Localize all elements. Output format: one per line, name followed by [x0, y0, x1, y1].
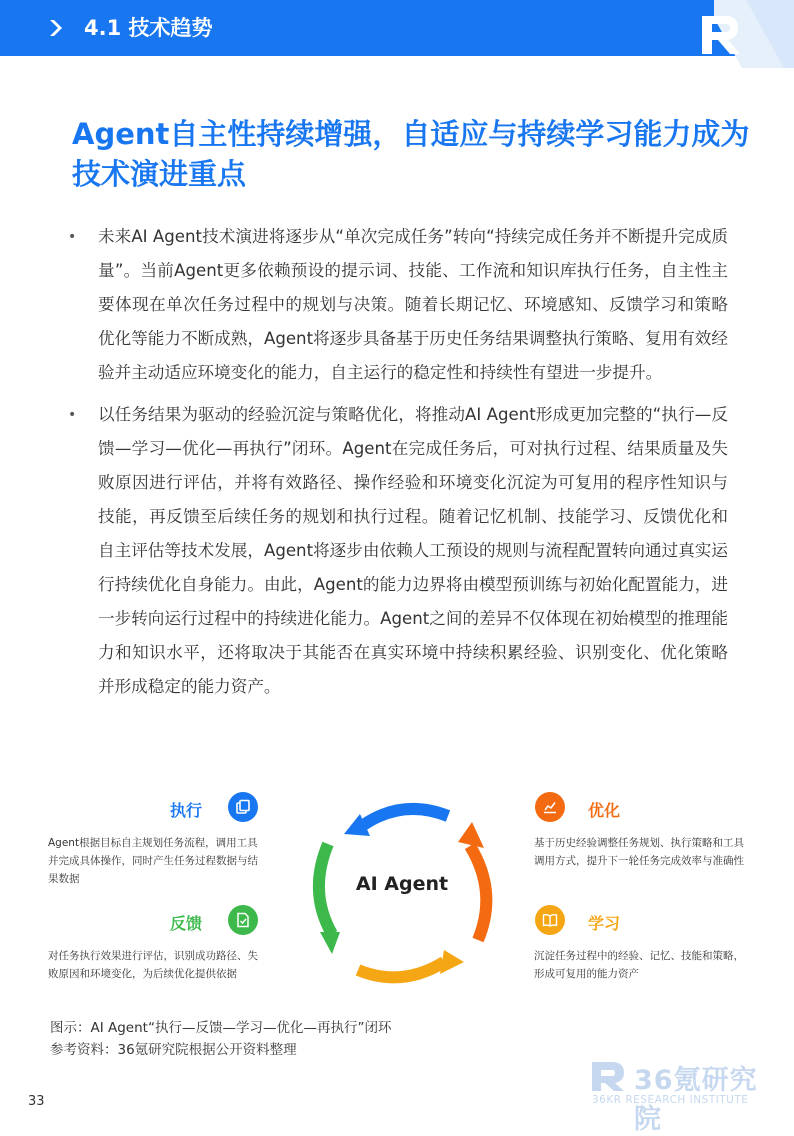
bullet-text: 未来AI Agent技术演进将逐步从“单次完成任务”转向“持续完成任务并不断提升完成质量”。当前Agent更多依赖预设的提示词、技能、工作流和知识库执行任务，自主性主要体现在单次任务过程中的规划与决策。随着长期记忆、环境感知、反馈学习和策略优化等能力不断成熟，Agent将逐步具备基于历史任务结果调整执行策略、复用有效经验并主动适应环境变化的能力，自主运行的稳定性和持续性有望进一步提升。	[98, 227, 728, 382]
section-title: 4.1 技术趋势	[84, 16, 213, 40]
list-item	[68, 398, 728, 704]
page-headline: Agent自主性持续增强，自适应与持续学习能力成为技术演进重点	[72, 117, 750, 191]
node-title-feedback: 反馈	[170, 914, 203, 933]
document-check-icon	[228, 905, 258, 935]
bullet-dot-icon: •	[68, 407, 77, 423]
watermark	[590, 1058, 780, 1135]
bullet-text: 以任务结果为驱动的经验沉淀与策略优化，将推动AI Agent形成更加完整的“执行—反馈—学习—优化—再执行”闭环。Agent在完成任务后，可对执行过程、结果质量及失败原因进行评估，并将有效路径、操作经验和环境变化沉淀为可复用的程序性知识与技能，再反馈至后续任务的规划和执行过程。随着记忆机制、技能学习、反馈优化和自主评估等技术发展，Agent将逐步由依赖人工预设的规则与流程配置转向通过真实运行持续优化自身能力。由此，Agent的能力边界将由模型预训练与初始化配置能力，进一步转向运行过程中的持续进化能力。Agent之间的差异不仅体现在初始模型的推理能力和知识水平，还将取决于其能否在真实环境中持续积累经验、识别变化、优化策略并形成稳定的能力资产。	[98, 405, 728, 696]
node-desc-learn: 沉淀任务过程中的经验、记忆、技能和策略，形成可复用的能力资产	[534, 950, 744, 980]
agent-loop-figure	[40, 780, 760, 1015]
node-desc-execute: Agent根据目标自主规划任务流程，调用工具并完成具体操作，同时产生任务过程数据与结果数据	[48, 837, 258, 885]
chart-icon	[535, 792, 565, 822]
figure-caption: 图示：AI Agent“执行—反馈—学习—优化—再执行”闭环	[50, 1020, 392, 1036]
copy-icon	[228, 792, 258, 822]
watermark-subtitle: 36KR RESEARCH INSTITUTE	[592, 1094, 749, 1106]
node-desc-optimize: 基于历史经验调整任务规划、执行策略和工具调用方式，提升下一轮任务完成效率与准确性	[534, 837, 744, 867]
cycle-center-label: AI Agent	[355, 873, 449, 895]
node-title-learn: 学习	[588, 914, 621, 933]
bullet-dot-icon: •	[68, 229, 77, 245]
node-desc-feedback: 对任务执行效果进行评估，识别成功路径、失败原因和环境变化，为后续优化提供依据	[48, 950, 258, 980]
node-title-execute: 执行	[170, 801, 203, 820]
book-icon	[535, 905, 565, 935]
bullet-list	[68, 220, 728, 712]
chevron-right-icon	[46, 17, 68, 39]
node-title-optimize: 优化	[588, 801, 621, 820]
watermark-logo-icon	[590, 1060, 628, 1092]
watermark-name: 36氪研究院	[634, 1065, 758, 1135]
page-number: 33	[28, 1094, 45, 1109]
brand-logo-icon	[644, 0, 794, 72]
figure-source: 参考资料：36氪研究院根据公开资料整理	[50, 1042, 297, 1058]
list-item	[68, 220, 728, 390]
